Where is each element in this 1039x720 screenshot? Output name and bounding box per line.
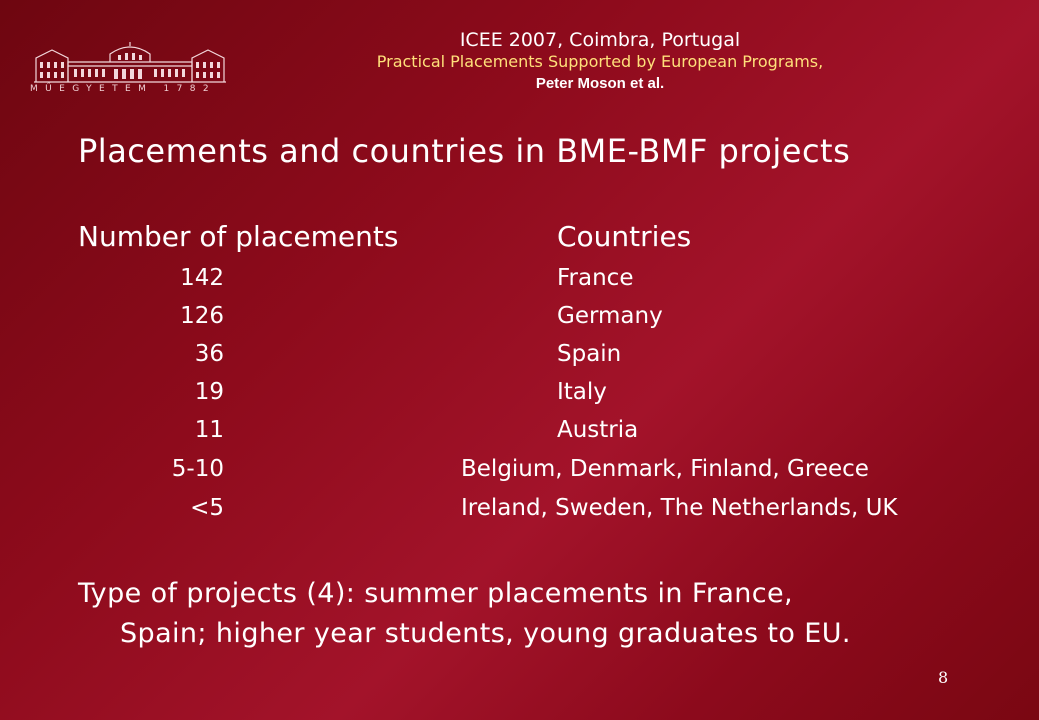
- slide-header: [300, 28, 900, 94]
- country-name: Germany: [557, 303, 663, 329]
- placement-count: 11: [194, 417, 224, 443]
- placement-count: <5: [190, 495, 224, 521]
- country-name: Italy: [557, 379, 607, 405]
- page-number: 8: [938, 668, 949, 687]
- university-logo: [30, 40, 230, 100]
- country-name: France: [557, 265, 634, 291]
- placement-count: 19: [194, 379, 224, 405]
- country-name: Belgium, Denmark, Finland, Greece: [461, 456, 869, 482]
- project-types-text: [78, 574, 978, 654]
- country-name: Spain: [557, 341, 622, 367]
- conference-title: ICEE 2007, Coimbra, Portugal: [459, 29, 741, 51]
- placement-count: 126: [180, 303, 224, 329]
- placement-count: 5-10: [171, 456, 224, 482]
- logo-text: MŰEGYETEM 1782: [30, 84, 217, 94]
- footer-line-1: Type of projects (4): summer placements in France,: [78, 578, 794, 609]
- slide-title: Placements and countries in BME-BMF projects: [78, 132, 851, 170]
- building-icon: [30, 40, 230, 84]
- country-name: Ireland, Sweden, The Netherlands, UK: [461, 495, 898, 521]
- column-header-countries: Countries: [557, 220, 692, 253]
- placement-count: 36: [194, 341, 224, 367]
- column-header-placements: Number of placements: [78, 220, 399, 253]
- footer-line-2: Spain; higher year students, young graduates to EU.: [120, 618, 851, 649]
- paper-title: Practical Placements Supported by European Programs,: [376, 52, 824, 71]
- country-name: Austria: [557, 417, 639, 443]
- authors: Peter Moson et al.: [535, 75, 665, 92]
- placement-count: 142: [180, 265, 224, 291]
